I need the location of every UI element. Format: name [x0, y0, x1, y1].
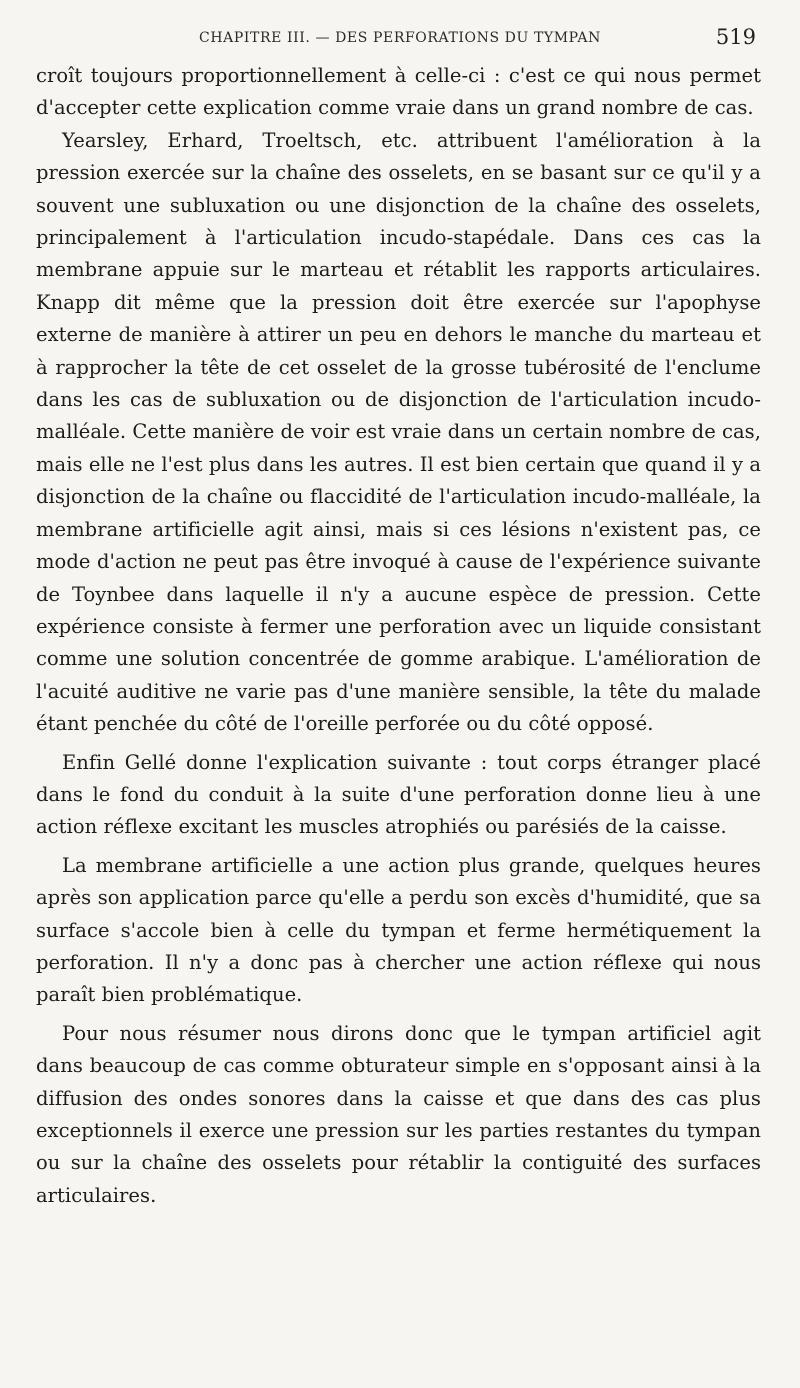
body-text: [36, 60, 761, 1212]
paragraph-pressure-theory: Yearsley, Erhard, Troeltsch, etc. attribuent l'amélioration à la pression exercée sur la chaîne des osselets, en se basant sur ce qu'il y a souvent une subluxation ou une disjonction de la chaîne des osselets, principalement à l'articulation incudo-stapédale. Dans ces cas la membrane appuie sur le marteau et rétablit les rapports articulaires. Knapp dit même que la pression doit être exercée sur l'apophyse externe de manière à attirer un peu en dehors le manche du marteau et à rapprocher la tête de cet osselet de la grosse tubérosité de l'enclume dans les cas de subluxation ou de disjonction de l'articulation incudo-malléale. Cette manière de voir est vraie dans un certain nombre de cas, mais elle ne l'est plus dans les autres. Il est bien certain que quand il y a disjonction de la chaîne ou flaccidité de l'articulation incudo-malléale, la membrane artificielle agit ainsi, mais si ces lésions n'existent pas, ce mode d'action ne peut pas être invoqué à cause de l'expérience suivante de Toynbee dans laquelle il n'y a aucune espèce de pression. Cette expérience consiste à fermer une perforation avec un liquide consistant comme une solution concentrée de gomme arabique. L'amélioration de l'acuité auditive ne varie pas d'une manière sensible, la tête du malade étant penchée du côté de l'oreille perforée ou du côté opposé.: [36, 128, 761, 736]
running-title: CHAPITRE III. — DES PERFORATIONS DU TYMPAN: [199, 30, 601, 46]
paragraph-summary: Pour nous résumer nous dirons donc que le tympan artificiel agit dans beaucoup de cas comme obturateur simple en s'opposant ainsi à la diffusion des ondes sonores dans la caisse et que dans des cas plus exceptionnels il exerce une pression sur les parties restantes du tympan ou sur la chaîne des osselets pour rétablir la contiguité des surfaces articulaires.: [36, 1021, 761, 1207]
paragraph-continued: croît toujours proportionnellement à celle-ci : c'est ce qui nous permet d'accepter cette explication comme vraie dans un grand nombre de cas.: [36, 64, 761, 120]
paragraph-membrane-action: La membrane artificielle a une action plus grande, quelques heures après son application parce qu'elle a perdu son excès d'humidité, que sa surface s'accole bien à celle du tympan et ferme hermétiquement la perforation. Il n'y a donc pas à chercher une action réflexe qui nous paraît bien problématique.: [36, 853, 761, 1007]
page-number: 519: [715, 25, 756, 49]
paragraph-gelle-explanation: Enfin Gellé donne l'explication suivante : tout corps étranger placé dans le fond du conduit à la suite d'une perforation donne lieu à une action réflexe excitant les muscles atrophiés ou parésiés de la caisse.: [36, 750, 761, 839]
